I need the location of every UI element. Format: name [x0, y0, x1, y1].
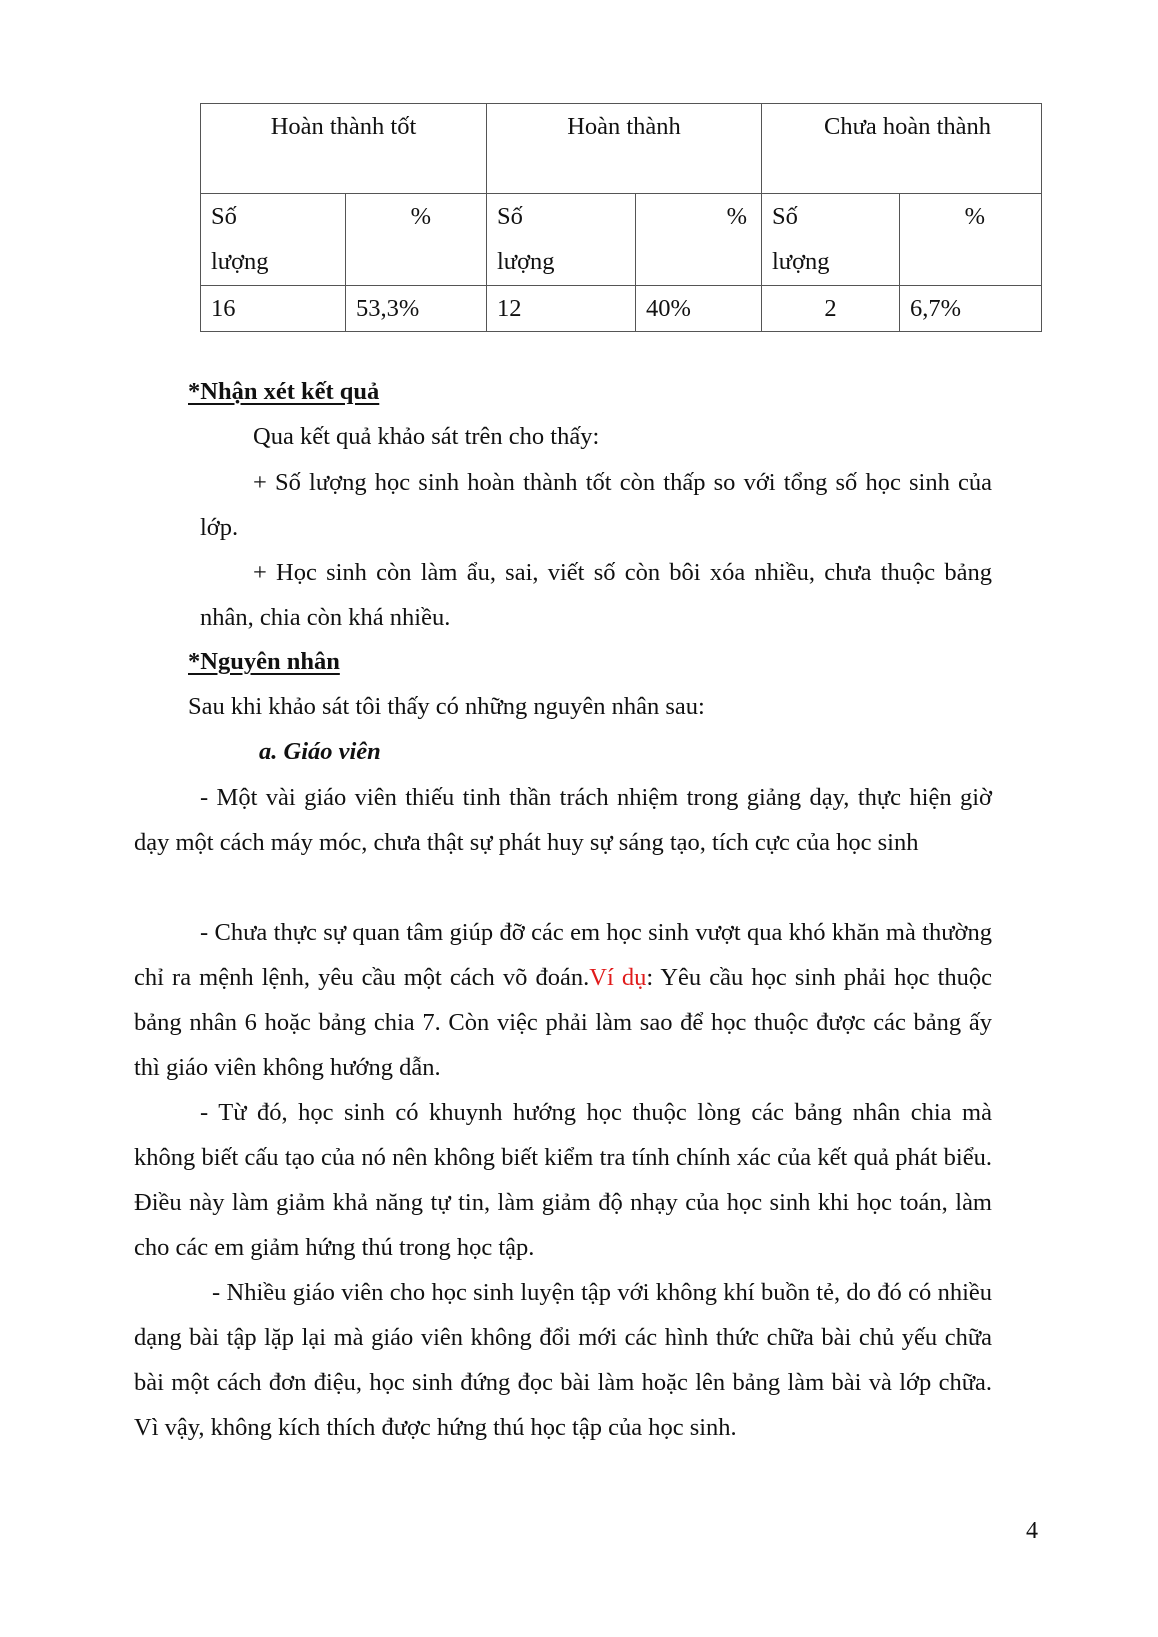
subheader-percent: % — [900, 194, 1042, 286]
table-subheader-row — [201, 194, 1042, 286]
example-label: Ví dụ — [589, 964, 647, 991]
subheader-percent: % — [346, 194, 487, 286]
results-intro: Qua kết quả khảo sát trên cho thấy: — [253, 423, 600, 450]
subheader-text: Số lượng — [772, 203, 830, 275]
header-cell-completed: Hoàn thành — [487, 104, 762, 194]
teacher-subheading: a. Giáo viên — [259, 738, 381, 765]
header-cell-not-completed-text: Chưa hoàn thành — [824, 113, 992, 140]
causes-heading: *Nguyên nhân — [188, 648, 340, 675]
value-cell: 53,3% — [346, 286, 487, 332]
cause-paragraph-3: - Từ đó, học sinh có khuynh hướng học thuộc lòng các bảng nhân chia mà không biết cấu tạo của nó nên không biết kiểm tra tính chính xác của kết quả phát biểu. Điều này làm giảm khả năng tự tin, làm giảm độ nhạy của học sinh khi học toán, làm cho các em giảm hứng thú trong học tập. — [134, 1099, 992, 1261]
cause-paragraph-2-text-cont: : Yêu cầu học sinh phải học thuộc bảng nhân 6 hoặc bảng chia 7. Còn việc phải làm sao để học thuộc được các bảng ấy thì giáo viên không hướng dẫn. — [134, 964, 993, 1081]
subheader-text: Số lượng — [211, 203, 269, 275]
value-cell: 16 — [201, 286, 346, 332]
value-cell: 40% — [636, 286, 762, 332]
table-header-row — [201, 104, 1042, 194]
causes-intro: Sau khi khảo sát tôi thấy có những nguyên nhân sau: — [188, 693, 705, 720]
results-point-2: + Học sinh còn làm ẩu, sai, viết số còn bôi xóa nhiều, chưa thuộc bảng nhân, chia còn khá nhiều. — [200, 559, 992, 631]
subheader-quantity — [487, 194, 636, 286]
header-cell-excellent: Hoàn thành tốt — [201, 104, 487, 194]
cause-paragraph-1: - Một vài giáo viên thiếu tinh thần trách nhiệm trong giảng dạy, thực hiện giờ dạy một cách máy móc, chưa thật sự phát huy sự sáng tạo, tích cực của học sinh — [134, 784, 992, 856]
table-values-row — [201, 286, 1042, 332]
subheader-text: Số lượng — [497, 203, 555, 275]
subheader-percent: % — [636, 194, 762, 286]
value-cell: 2 — [762, 286, 900, 332]
results-point-1: + Số lượng học sinh hoàn thành tốt còn thấp so với tổng số học sinh của lớp. — [200, 469, 992, 541]
cause-paragraph-4: - Nhiều giáo viên cho học sinh luyện tập với không khí buồn tẻ, do đó có nhiều dạng bài tập lặp lại mà giáo viên không đổi mới các hình thức chữa bài chủ yếu chữa bài một cách đơn điệu, học sinh đứng đọc bài làm hoặc lên bảng làm bài và lớp chữa. Vì vậy, không kích thích được hứng thú học tập của học sinh. — [134, 1279, 992, 1441]
cause-paragraph-2-text: - Chưa thực sự quan tâm giúp đỡ các em học sinh vượt qua khó khăn mà thường chỉ ra mệnh lệnh, yêu cầu một cách võ đoán. — [134, 919, 992, 991]
cause-paragraph-2 — [134, 910, 992, 1090]
results-heading: *Nhận xét kết quả — [188, 378, 380, 405]
page-number: 4 — [1026, 1518, 1038, 1544]
subheader-quantity — [762, 194, 900, 286]
survey-results-table — [200, 103, 1042, 332]
value-cell: 12 — [487, 286, 636, 332]
value-cell: 6,7% — [900, 286, 1042, 332]
subheader-quantity — [201, 194, 346, 286]
header-cell-not-completed — [762, 104, 1042, 194]
